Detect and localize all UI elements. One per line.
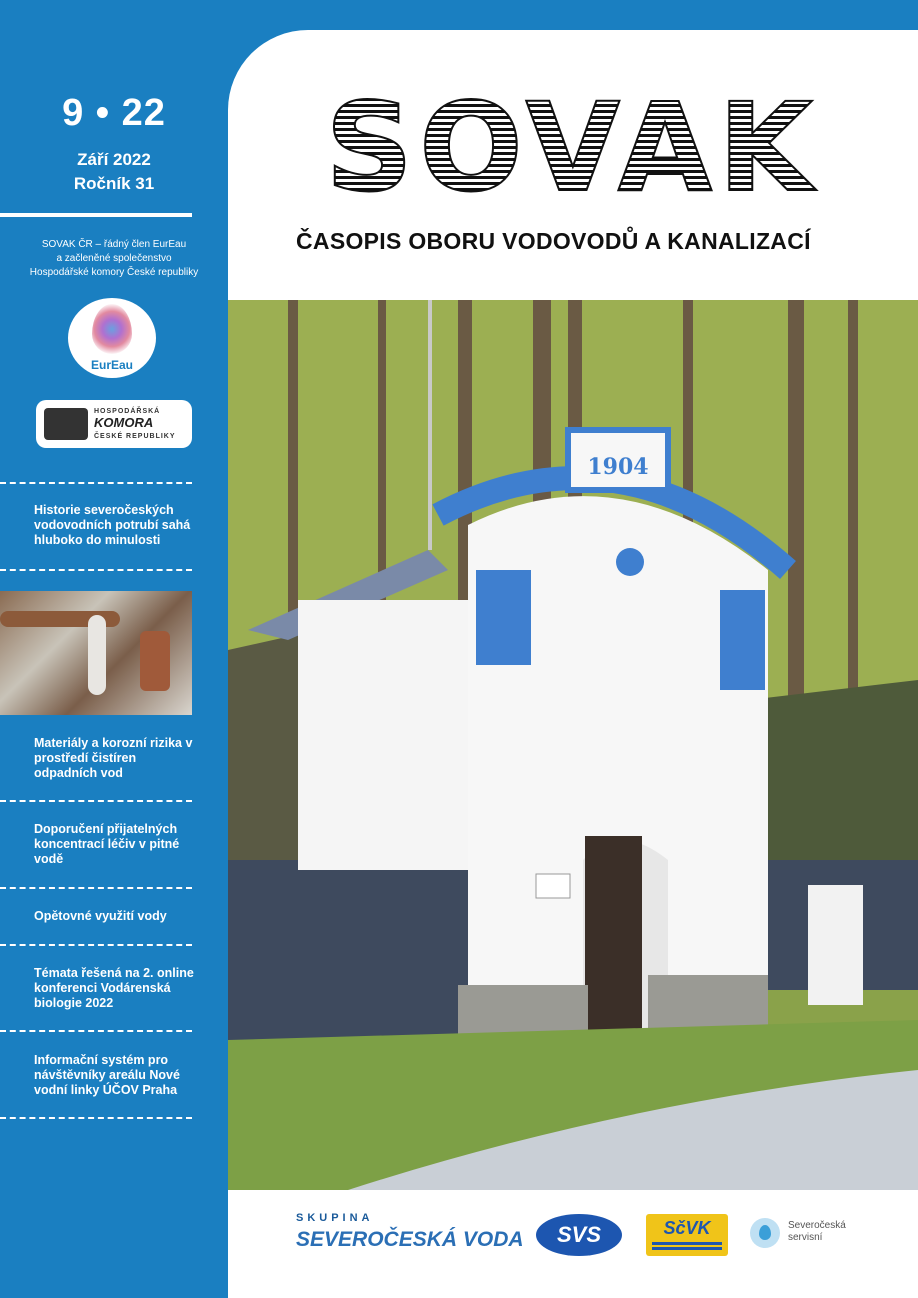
toc-photo (0, 591, 192, 715)
servis-line: servisní (788, 1232, 823, 1243)
masthead-subtitle: ČASOPIS OBORU VODOVODŮ A KANALIZACÍ (296, 228, 811, 254)
komora-bottom: ČESKÉ REPUBLIKY (94, 433, 176, 440)
komora-logo (36, 400, 192, 448)
drop-shape (759, 1225, 771, 1240)
volume: Ročník 31 (73, 174, 155, 193)
divider (0, 569, 192, 571)
divider (0, 944, 192, 946)
pillar-right (720, 590, 765, 690)
membership-line: a začleněné společenstvo (56, 253, 172, 264)
toc-item[interactable]: Témata řešená na 2. online konferenci Vodárenská biologie 2022 (34, 966, 194, 1010)
komora-top: HOSPODÁŘSKÁ (94, 408, 161, 415)
sign-plate (536, 874, 570, 898)
issue-date: Září 2022 (77, 150, 151, 169)
sidebar (0, 0, 228, 1298)
divider (0, 482, 192, 484)
scvk-logo (646, 1214, 728, 1256)
pipe-shape (140, 631, 170, 691)
issue-number: 9 • 22 (62, 92, 166, 134)
membership-text (0, 238, 228, 280)
pillar-left (476, 570, 531, 665)
pipe-shape (88, 615, 106, 695)
divider (0, 1117, 192, 1119)
water-drop-icon (750, 1218, 780, 1248)
servis-logo-text (788, 1220, 846, 1244)
membership-line: Hospodářské komory České republiky (29, 267, 199, 278)
divider (0, 1030, 192, 1032)
scvk-text: SčVK (663, 1218, 711, 1238)
toc-item[interactable]: Informační systém pro návštěvníky areálu Nové vodní linky ÚČOV Praha (34, 1053, 180, 1097)
toc-item[interactable]: Materiály a korozní rizika v prostředí čistíren odpadních vod (34, 736, 193, 780)
round-window (616, 548, 644, 576)
logo-stripe (652, 1242, 722, 1245)
divider (0, 800, 192, 802)
stone-wall-left (228, 860, 468, 1040)
date-plaque-text: 1904 (587, 454, 649, 480)
servis-line: Severočeská (788, 1220, 846, 1231)
group-name: SEVEROČESKÁ VODA (296, 1228, 524, 1251)
door (585, 836, 642, 1036)
komora-name: KOMORA (94, 415, 154, 430)
toc-item[interactable]: Opětovné využití vody (34, 909, 167, 923)
utility-box (808, 885, 863, 1005)
divider (0, 213, 192, 217)
membership-line: SOVAK ČR – řádný člen EurEau (41, 239, 187, 250)
water-drop-icon (92, 304, 132, 354)
masthead-title: SOVAK (325, 86, 819, 206)
toc-item[interactable]: Historie severočeských vodovodních potrubí sahá hluboko do minulosti (34, 503, 191, 547)
eureau-logo (68, 298, 156, 378)
cover-photo (228, 300, 918, 1190)
top-strip (228, 0, 918, 30)
toc-item[interactable]: Doporučení přijatelných koncentrací léčiv v pitné vodě (34, 822, 180, 866)
masthead-logo (292, 86, 852, 206)
lion-icon (44, 408, 88, 440)
eureau-label: EurEau (90, 358, 133, 372)
footer-logos (228, 1190, 918, 1298)
divider (0, 887, 192, 889)
flagpole (428, 300, 432, 550)
house-side (298, 600, 473, 870)
group-label: SKUPINA (296, 1212, 374, 1224)
svs-logo: SVS (536, 1214, 622, 1256)
logo-stripe (652, 1247, 722, 1250)
